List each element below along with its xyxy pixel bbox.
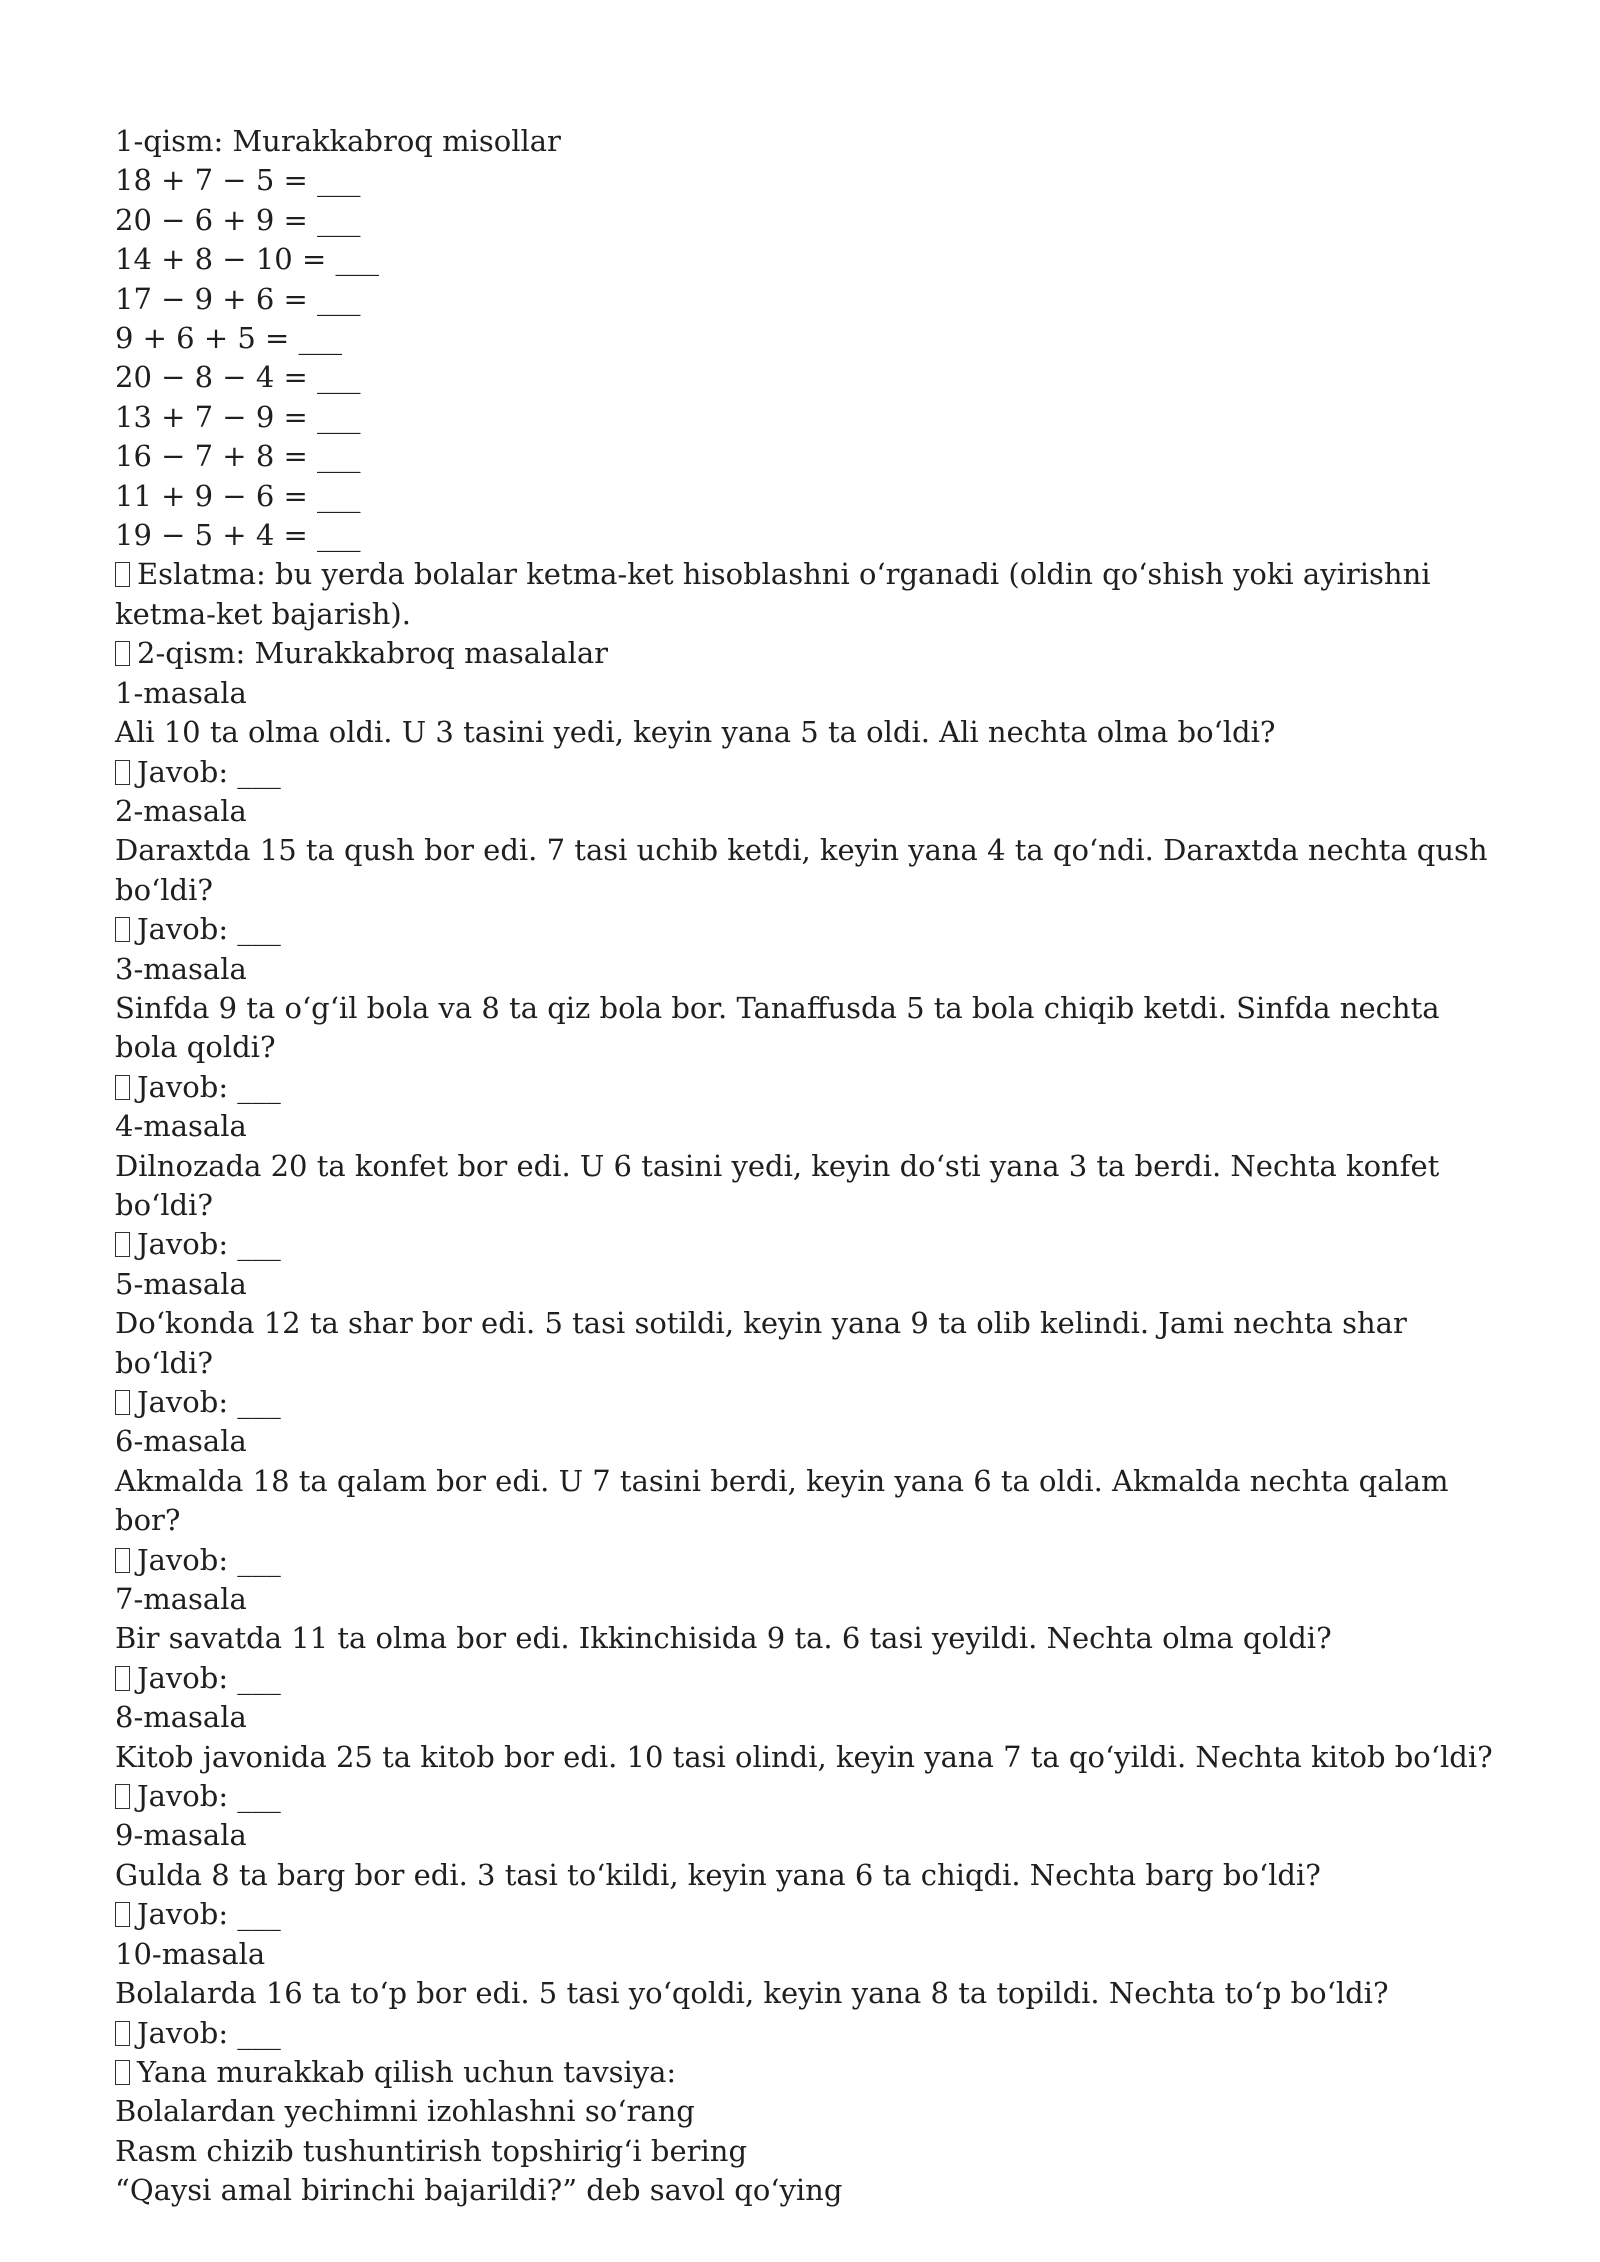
problem-4-text: Dilnozada 20 ta konfet bor edi. U 6 tasini yedi, keyin doʻsti yana 3 ta berdi. Nechta konfet boʻldi? [115,1148,1440,1222]
example-6: 20 − 8 − 4 = ___ [115,360,361,395]
example-1: 18 + 7 − 5 = ___ [115,163,361,198]
part2-title-line [115,634,1505,673]
tips-title: Yana murakkab qilish uchun tavsiya: [137,2054,677,2089]
answer-label: Javob: ___ [137,1069,281,1104]
problem-2-answer [115,910,1505,949]
problem-4-answer [115,1225,1505,1264]
problem-5-text: Doʻkonda 12 ta shar bor edi. 5 tasi sotildi, keyin yana 9 ta olib kelindi. Jami nechta shar boʻldi? [115,1306,1407,1380]
problem-2-text: Daraxtda 15 ta qush bor edi. 7 tasi uchib ketdi, keyin yana 4 ta qoʻndi. Daraxtda nechta qush boʻldi? [115,833,1488,907]
problem-9-text: Gulda 8 ta barg bor edi. 3 tasi toʻkildi, keyin yana 6 ta chiqdi. Nechta barg boʻldi? [115,1857,1321,1892]
part2-title: 2-qism: Murakkabroq masalalar [137,636,609,671]
problem-6-heading: 6-masala [115,1424,247,1459]
problem-5-heading: 5-masala [115,1266,247,1301]
problem-7-answer [115,1659,1505,1698]
problem-1-heading: 1-masala [115,675,247,710]
problem-8-heading: 8-masala [115,1700,247,1735]
missing-glyph-icon [115,641,130,666]
problem-2-heading: 2-masala [115,793,247,828]
answer-label: Javob: ___ [137,1779,281,1814]
missing-glyph-icon [115,1075,130,1100]
problem-5-answer [115,1383,1505,1422]
problem-3-text: Sinfda 9 ta oʻgʻil bola va 8 ta qiz bola bor. Tanaffusda 5 ta bola chiqib ketdi. Sinfda nechta bola qoldi? [115,990,1440,1065]
answer-label: Javob: ___ [137,1897,281,1932]
missing-glyph-icon [115,2060,130,2085]
document-page [115,122,1505,2211]
example-9: 11 + 9 − 6 = ___ [115,478,361,513]
missing-glyph-icon [115,1232,130,1257]
missing-glyph-icon [115,760,130,785]
tip-2: Rasm chizib tushuntirish topshirigʻi bering [115,2133,748,2168]
problem-9-answer [115,1895,1505,1934]
missing-glyph-icon [115,1902,130,1927]
example-3: 14 + 8 − 10 = ___ [115,242,379,277]
answer-label: Javob: ___ [137,912,281,947]
part1-title: 1-qism: Murakkabroq misollar [115,124,561,158]
answer-label: Javob: ___ [137,1660,281,1695]
missing-glyph-icon [115,1548,130,1573]
example-10: 19 − 5 + 4 = ___ [115,518,361,553]
example-8: 16 − 7 + 8 = ___ [115,439,361,474]
problem-3-heading: 3-masala [115,951,247,986]
problem-10-heading: 10-masala [115,1936,266,1971]
example-7: 13 + 7 − 9 = ___ [115,399,361,434]
problem-1-answer [115,753,1505,792]
problem-1-text: Ali 10 ta olma oldi. U 3 tasini yedi, keyin yana 5 ta oldi. Ali nechta olma boʻldi? [115,715,1276,750]
problem-10-text: Bolalarda 16 ta toʻp bor edi. 5 tasi yoʻqoldi, keyin yana 8 ta topildi. Nechta toʻp boʻldi? [115,1976,1389,2011]
answer-label: Javob: ___ [137,1542,281,1577]
problem-4-heading: 4-masala [115,1109,247,1144]
example-4: 17 − 9 + 6 = ___ [115,281,361,316]
tip-3: “Qaysi amal birinchi bajarildi?” deb savol qoʻying [115,2173,843,2208]
problem-7-text: Bir savatda 11 ta olma bor edi. Ikkinchisida 9 ta. 6 tasi yeyildi. Nechta olma qoldi? [115,1621,1332,1656]
note-line [115,555,1505,634]
problem-6-answer [115,1541,1505,1580]
example-2: 20 − 6 + 9 = ___ [115,202,361,237]
tips-title-line [115,2053,1505,2092]
missing-glyph-icon [115,917,130,942]
missing-glyph-icon [115,2021,130,2046]
missing-glyph-icon [115,1784,130,1809]
answer-label: Javob: ___ [137,1227,281,1262]
tip-1: Bolalardan yechimni izohlashni soʻrang [115,2094,695,2129]
problem-8-text: Kitob javonida 25 ta kitob bor edi. 10 tasi olindi, keyin yana 7 ta qoʻyildi. Nechta kitob boʻldi? [115,1739,1493,1774]
problem-7-heading: 7-masala [115,1582,247,1617]
answer-label: Javob: ___ [137,754,281,789]
answer-label: Javob: ___ [137,2015,281,2050]
missing-glyph-icon [115,1666,130,1691]
problem-9-heading: 9-masala [115,1818,247,1853]
example-5: 9 + 6 + 5 = ___ [115,321,343,356]
note-text: Eslatma: bu yerda bolalar ketma-ket hisoblashni oʻrganadi (oldin qoʻshish yoki ayirishni ketma-ket bajarish). [115,557,1431,631]
answer-label: Javob: ___ [137,1385,281,1419]
missing-glyph-icon [115,1390,130,1415]
problem-3-answer [115,1068,1505,1107]
problem-6-text: Akmalda 18 ta qalam bor edi. U 7 tasini berdi, keyin yana 6 ta oldi. Akmalda nechta qalam bor? [115,1463,1449,1538]
problem-10-answer [115,2014,1505,2053]
problem-8-answer [115,1777,1505,1816]
missing-glyph-icon [115,562,130,587]
